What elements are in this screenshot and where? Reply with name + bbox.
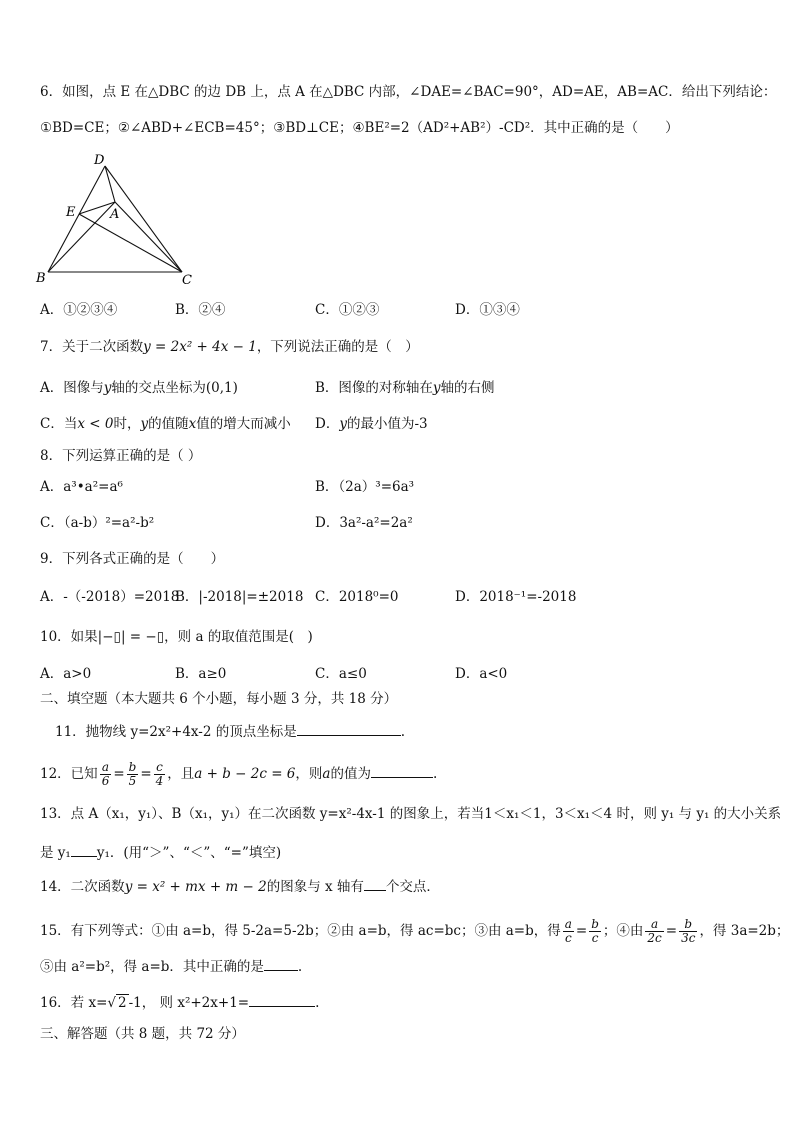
q7c-cond: x < 0 [77,416,114,432]
q9-option-b[interactable]: B．|-2018|=±2018 [175,589,304,605]
q7c-mid1: 时， [113,416,141,432]
q15-line2-pre: ⑤由 a²=b²，得 a=b．其中正确的是 [40,959,264,975]
q15-frac-4 [679,918,697,945]
label-D: D [94,153,105,168]
q9-option-a[interactable]: A．-（-2018）=2018 [40,589,180,605]
q12-f2d: 5 [128,774,137,788]
q12-f3d: 4 [155,774,164,788]
q12-pre: 12．已知 [40,766,98,782]
q12-f3n: c [154,761,166,775]
q12-f1n: a [100,761,112,775]
q14 [40,876,440,897]
q9-stem: 9．下列各式正确的是（ ） [40,551,225,567]
section-2-heading: 二、填空题（本大题共 6 个小题，每小题 3 分，共 18 分） [40,691,398,707]
q15-eq1: = [575,923,588,939]
q10-option-a[interactable]: A．a>0 [40,666,92,682]
q15-frac-1 [563,918,574,945]
q7b-var: y [432,380,441,396]
q12-frac-c [154,761,166,788]
q10-option-d[interactable]: D．a<0 [455,666,508,682]
q11-text: 11．抛物线 y=2x²+4x-2 的顶点坐标是 [55,724,297,740]
q6-triangle-figure [30,150,210,290]
q7c-var1: y [140,416,149,432]
q15-f2n: b [591,917,599,931]
q15-post: ，得 3a=2b； [699,923,790,939]
q7c-mid2: 的值随 [148,416,189,432]
q7c-var2: x [188,416,197,432]
q16-pre: 16．若 x= [40,995,108,1011]
q15-f1d: c [564,931,572,945]
q6-option-c[interactable]: C．①②③ [315,302,380,318]
q12-var: a [322,766,331,782]
q15-mid: ；④由 [602,923,644,939]
q14-answer-blank[interactable] [364,876,386,891]
q7c-post: 值的增大而减小 [196,416,291,432]
q13-pre: 是 y₁ [40,845,71,861]
q7d-var: y [339,416,347,432]
q7b-pre: B．图像的对称轴在 [315,380,433,396]
q7a-pre: A．图像与 [40,380,104,396]
q7d-pre: D． [315,416,340,432]
q7a-mid: 轴的交点坐标为 [111,380,206,396]
section-3-heading: 三、解答题（共 8 题，共 72 分） [40,1026,245,1042]
q12-eq2: = [140,766,152,782]
q7a-var: y [103,380,112,396]
q7-option-d[interactable] [315,414,428,434]
q15-f4n: b [679,918,697,932]
q8-option-b[interactable]: B．（2a）³=6a³ [315,479,415,495]
q15-f3n: a [645,918,663,932]
q15-f2d: c [591,931,599,945]
q15-f4d: 3c [681,931,696,945]
q14-mid: 的图象与 x 轴有 [266,879,364,895]
label-C: C [182,273,192,288]
q9-option-d[interactable]: D．2018⁻¹=-2018 [455,589,577,605]
q8-option-d[interactable]: D．3a²-a²=2a² [315,515,413,531]
q12-frac-a [100,761,112,788]
q15-line1 [40,918,789,945]
q10-option-b[interactable]: B．a≥0 [175,666,227,682]
q6-option-b[interactable]: B．②④ [175,302,226,318]
q15-f1n: a [564,917,572,931]
q6-option-a[interactable]: A．①②③④ [40,302,118,318]
q7-stem-post: ，下列说法正确的是（ ） [256,339,419,355]
q11 [55,721,405,742]
q12 [40,761,437,788]
q12-f2n: b [128,760,137,774]
label-E: E [66,205,76,220]
q7-stem-pre: 7．关于二次函数 [40,339,144,355]
q15-line2 [40,956,302,977]
q16-radicand: 2 [118,995,127,1011]
q10-option-c[interactable]: C．a≤0 [315,666,367,682]
q16-post: . [315,995,320,1011]
q16 [40,992,319,1013]
q7-option-a[interactable] [40,378,238,398]
q7-option-b[interactable] [315,378,495,398]
q12-f1d: 6 [101,774,110,788]
q7-formula: y = 2x² + 4x − 1 [143,339,257,355]
q12-answer-blank[interactable] [371,763,433,778]
q12-cond: a + b − 2c = 6 [194,766,296,782]
q12-frac-b [127,761,139,788]
q12-mid: ，且 [167,766,195,782]
q12-mid2: ，则 [295,766,323,782]
q15-pre: 15．有下列等式：①由 a=b，得 5-2a=5-2b；②由 a=b，得 ac=bc；③由 a=b，得 [40,923,561,939]
q11-end: . [400,724,406,740]
q7-option-c[interactable] [40,414,291,434]
q6-option-d[interactable]: D．①③④ [455,302,520,318]
q8-option-a[interactable]: A．a³•a²=a⁶ [40,479,123,495]
q15-eq2: = [665,923,678,939]
q10-stem: 10．如果|−▯| = −▯，则 a 的取值范围是( ) [40,629,313,645]
label-A: A [110,207,120,222]
q14-formula: y = x² + mx + m − 2 [124,879,267,895]
q13-line2 [40,842,281,863]
q16-mid: -1， 则 x²+2x+1= [128,995,250,1011]
q6-stem-line2: ①BD=CE；②∠ABD+∠ECB=45°；③BD⊥CE；④BE²=2（AD²+AB²）-CD²．其中正确的是（ ） [40,120,679,136]
q15-answer-blank[interactable] [264,956,298,971]
q15-frac-2 [589,918,601,945]
q15-line2-post: . [297,959,303,975]
q16-sqrt: √ 2 [107,995,127,1011]
q7d-post: 的最小值为-3 [346,416,428,432]
q7a-val: (0,1) [205,380,238,396]
q8-option-c[interactable]: C．（a-b）²=a²-b² [40,515,155,531]
q7-stem [40,337,419,357]
label-B: B [36,271,46,286]
q12-eq1: = [113,766,125,782]
q14-post: 个交点． [385,879,440,895]
q9-option-c[interactable]: C．2018⁰=0 [315,589,399,605]
q8-stem: 8．下列运算正确的是（ ） [40,448,202,464]
q7c-pre: C．当 [40,416,78,432]
q7b-post: 轴的右侧 [440,380,495,396]
q13-answer-blank[interactable] [71,842,97,857]
q14-pre: 14．二次函数 [40,879,125,895]
q12-end: . [432,766,438,782]
q6-stem-line1: 6．如图，点 E 在△DBC 的边 DB 上，点 A 在△DBC 内部，∠DAE=∠BAC=90°，AD=AE，AB=AC．给出下列结论： [40,84,777,100]
q15-frac-3 [645,918,663,945]
q13-line1: 13．点 A（x₁，y₁）、B（x₁，y₁）在二次函数 y=x²-4x-1 的图象上，若当1＜x₁＜1，3＜x₁＜4 时，则 y₁ 与 y₁ 的大小关系 [40,806,782,822]
q13-post: y₁．(用“＞”、“＜”、“=”填空) [96,845,282,861]
q15-f3d: 2c [647,931,662,945]
q16-answer-blank[interactable] [249,992,315,1007]
q12-post: 的值为 [330,766,371,782]
q11-answer-blank[interactable] [297,721,401,736]
